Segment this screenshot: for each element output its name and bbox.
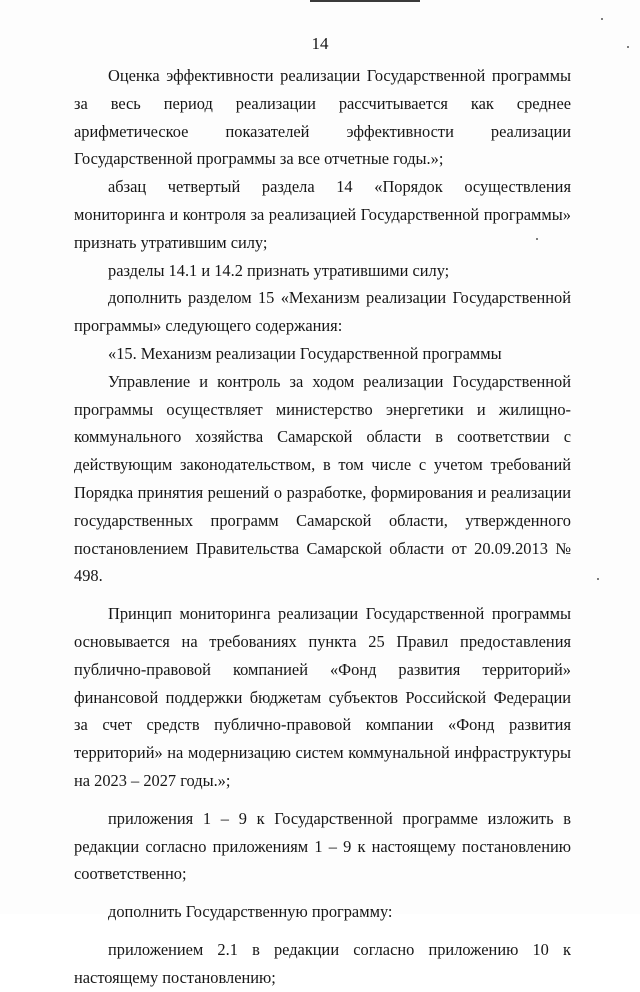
paragraph-management-control: Управление и контроль за ходом реализации Государственной программы осуществляет министерство энергетики и жилищно-коммунального хозяйства Самарской области в соответствии с действующим законодательством, в том числе с учетом требований Порядка принятия решений о разработке, формирования и реализации государственных программ Самарской области, утвержденного постановлением Правительства Самарской области от 20.09.2013 № 498.: [74, 371, 571, 586]
paragraph-section14-paragraph4: абзац четвертый раздела 14 «Порядок осуществления мониторинга и контроля за реализацией Государственной программы» признать утратившим силу;: [74, 177, 571, 252]
document-body: [74, 62, 571, 992]
paragraph-monitoring-principle: Принцип мониторинга реализации Государственной программы основывается на требованиях пункта 25 Правил предоставления публично-правовой компанией «Фонд развития территорий» финансовой поддержки бюджетам субъектов Российской Федерации за счет средств публично-правовой компании «Фонд развития территорий» на модернизацию систем коммунальной инфраструктуры на 2023 – 2027 годы.»;: [74, 604, 571, 790]
scan-edge-line: [310, 0, 420, 2]
paragraph-appendix-2-1: приложением 2.1 в редакции согласно приложению 10 к настоящему постановлению;: [74, 939, 571, 987]
paragraph-appendices: приложения 1 – 9 к Государственной программе изложить в редакции согласно приложениям 1 – 9 к настоящему постановлению соответственно;: [74, 808, 571, 884]
page-number: 14: [311, 34, 329, 53]
paragraph-evaluation: Оценка эффективности реализации Государственной программы за весь период реализации рассчитывается как среднее арифметическое показателей эффективности реализации Государственной программы за все отчетные годы.»;: [74, 66, 571, 169]
paragraph-sections-14-1-14-2: разделы 14.1 и 14.2 признать утратившими силу;: [108, 260, 450, 280]
section15-heading: «15. Механизм реализации Государственной программы: [108, 343, 502, 363]
scan-speck: [597, 578, 599, 580]
scan-speck: [601, 18, 603, 20]
paragraph-add-section15: дополнить разделом 15 «Механизм реализации Государственной программы» следующего содержания:: [74, 288, 571, 336]
paragraph-supplement-program: дополнить Государственную программу:: [108, 902, 393, 922]
